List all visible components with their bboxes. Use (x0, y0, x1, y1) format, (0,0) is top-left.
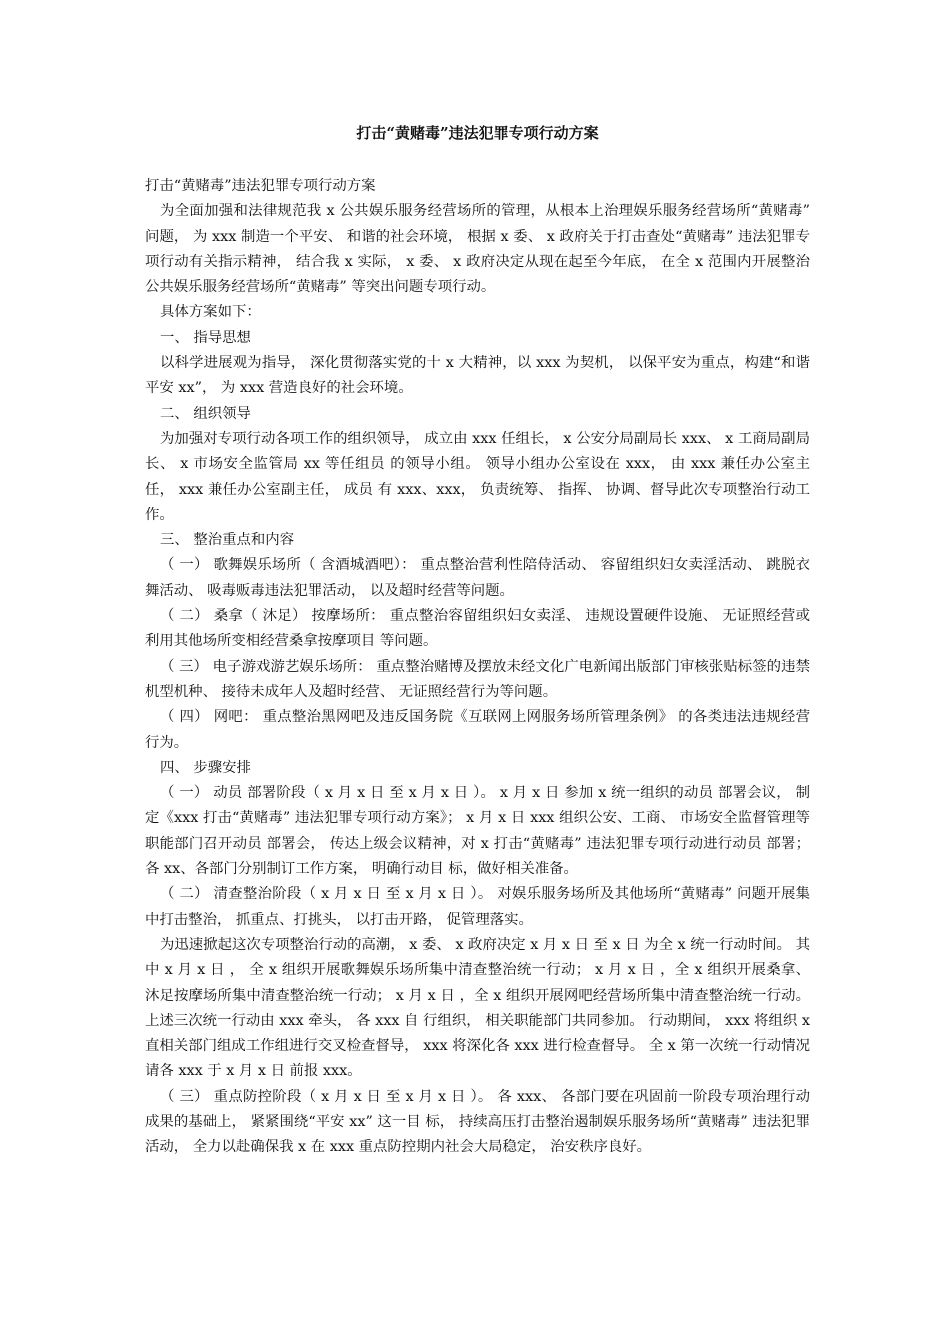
paragraph: 为加强对专项行动各项工作的组织领导， 成立由 xxx 任组长， x 公安分局副局长 xxx、 x 工商局副局长、 x 市场安全监管局 xx 等任组员 的领导小组。 领导小组办公室设在 xxx， 由 xxx 兼任办公室主任， xxx 兼任办公室副主任， 成员 有 xxx、xxx， 负责统筹、 指挥、 协调、督导此次专项整治行动工作。 (145, 430, 810, 523)
document-title: 打击“黄赌毒”违法犯罪专项行动方案 (356, 124, 599, 142)
paragraph: 三、 整治重点和内容 (160, 532, 295, 549)
paragraph: 一、 指导思想 (160, 329, 251, 346)
paragraph: （ 三） 重点防控阶段（ x 月 x 日 至 x 月 x 日 ）。 各 xxx、 各部门要在巩固前一阶段专项治理行动成果的基础上， 紧紧围绕“平安 xx” 这一目 标， 持续高压打击整治遏制娱乐服务场所“黄赌毒” 违法犯罪活动， 全力以赴确保我 x 在 xxx 重点防控期内社会大局稳定， 治安秩序良好。 (145, 1088, 810, 1156)
document-page (145, 122, 810, 1161)
paragraph: （ 一） 歌舞娱乐场所（ 含酒城酒吧）： 重点整治营利性陪侍活动、 容留组织妇女卖淫活动、 跳脱衣舞活动、 吸毒贩毒违法犯罪活动， 以及超时经营等问题。 (145, 557, 810, 599)
paragraph: 四、 步骤安排 (160, 759, 251, 776)
paragraph: 为迅速掀起这次专项整治行动的高潮， x 委、 x 政府决定 x 月 x 日 至 x 日 为全 x 统一行动时间。 其中 x 月 x 日 ， 全 x 组织开展歌舞娱乐场所集中清查整治统一行动； x 月 x 日 ，全 x 组织开展桑拿、 沐足按摩场所集中清查整治统一行动； x 月 x 日 ，全 x 组织开展网吧经营场所集中清查整治统一行动。 上述三次统一行动由 xxx 牵头， 各 xxx 自 行组织， 相关职能部门共同参加。 行动期间， xxx 将组织 x 直相关部门组成工作组进行交叉检查督导， xxx 将深化各 xxx 进行检查督导。 全 x 第一次统一行动情况请各 xxx 于 x 月 x 日 前报 xxx。 (145, 936, 810, 1080)
paragraph: （ 二） 桑拿（ 沐足） 按摩场所： 重点整治容留组织妇女卖淫、 违规设置硬件设施、 无证照经营或利用其他场所变相经营桑拿按摩项目 等问题。 (145, 608, 810, 650)
paragraph: （ 三） 电子游戏游艺娱乐场所： 重点整治赌博及摆放未经文化广电新闻出版部门审核张贴标签的违禁机型机种、 接待未成年人及超时经营、 无证照经营行为等问题。 (145, 658, 810, 700)
paragraph: 二、 组织领导 (160, 405, 251, 422)
paragraph: 以科学进展观为指导， 深化贯彻落实党的十 x 大精神，以 xxx 为契机， 以保平安为重点，构建“和谐平安 xx”， 为 xxx 营造良好的社会环境。 (145, 355, 810, 397)
paragraph: 打击“黄赌毒”违法犯罪专项行动方案 (145, 178, 376, 194)
document-body (145, 174, 810, 1161)
paragraph: （ 四） 网吧： 重点整治黑网吧及违反国务院《互联网上网服务场所管理条例》 的各类违法违规经营行为。 (145, 709, 810, 751)
paragraph: 具体方案如下： (160, 304, 261, 321)
paragraph: 为全面加强和法律规范我 x 公共娱乐服务经营场所的管理，从根本上治理娱乐服务经营场所“黄赌毒” 问题， 为 xxx 制造一个平安、 和谐的社会环境， 根据 x 委、 x 政府关于打击查处“黄赌毒” 违法犯罪专项行动有关指示精神， 结合我 x 实际， x 委、 x 政府决定从现在起至今年底， 在全 x 范围内开展整治公共娱乐服务经营场所“黄赌毒” 等突出问题专项行动。 (145, 203, 810, 296)
paragraph: （ 一） 动员 部署阶段（ x 月 x 日 至 x 月 x 日 ）。 x 月 x 日 参加 x 统一组织的动员 部署会议， 制定《xxx 打击“黄赌毒” 违法犯罪专项行动方案》； x 月 x 日 xxx 组织公安、工商、 市场安全监督管理等职能部门召开动员 部署会， 传达上级会议精神，对 x 打击“黄赌毒” 违法犯罪专项行动进行动员 部署； 各 xx、各部门分别制订工作方案， 明确行动目 标，做好相关准备。 (145, 785, 810, 878)
paragraph: （ 二） 清查整治阶段（ x 月 x 日 至 x 月 x 日 ）。 对娱乐服务场所及其他场所“黄赌毒” 问题开展集中打击整治， 抓重点、打挑头， 以打击开路， 促管理落实。 (145, 886, 810, 928)
